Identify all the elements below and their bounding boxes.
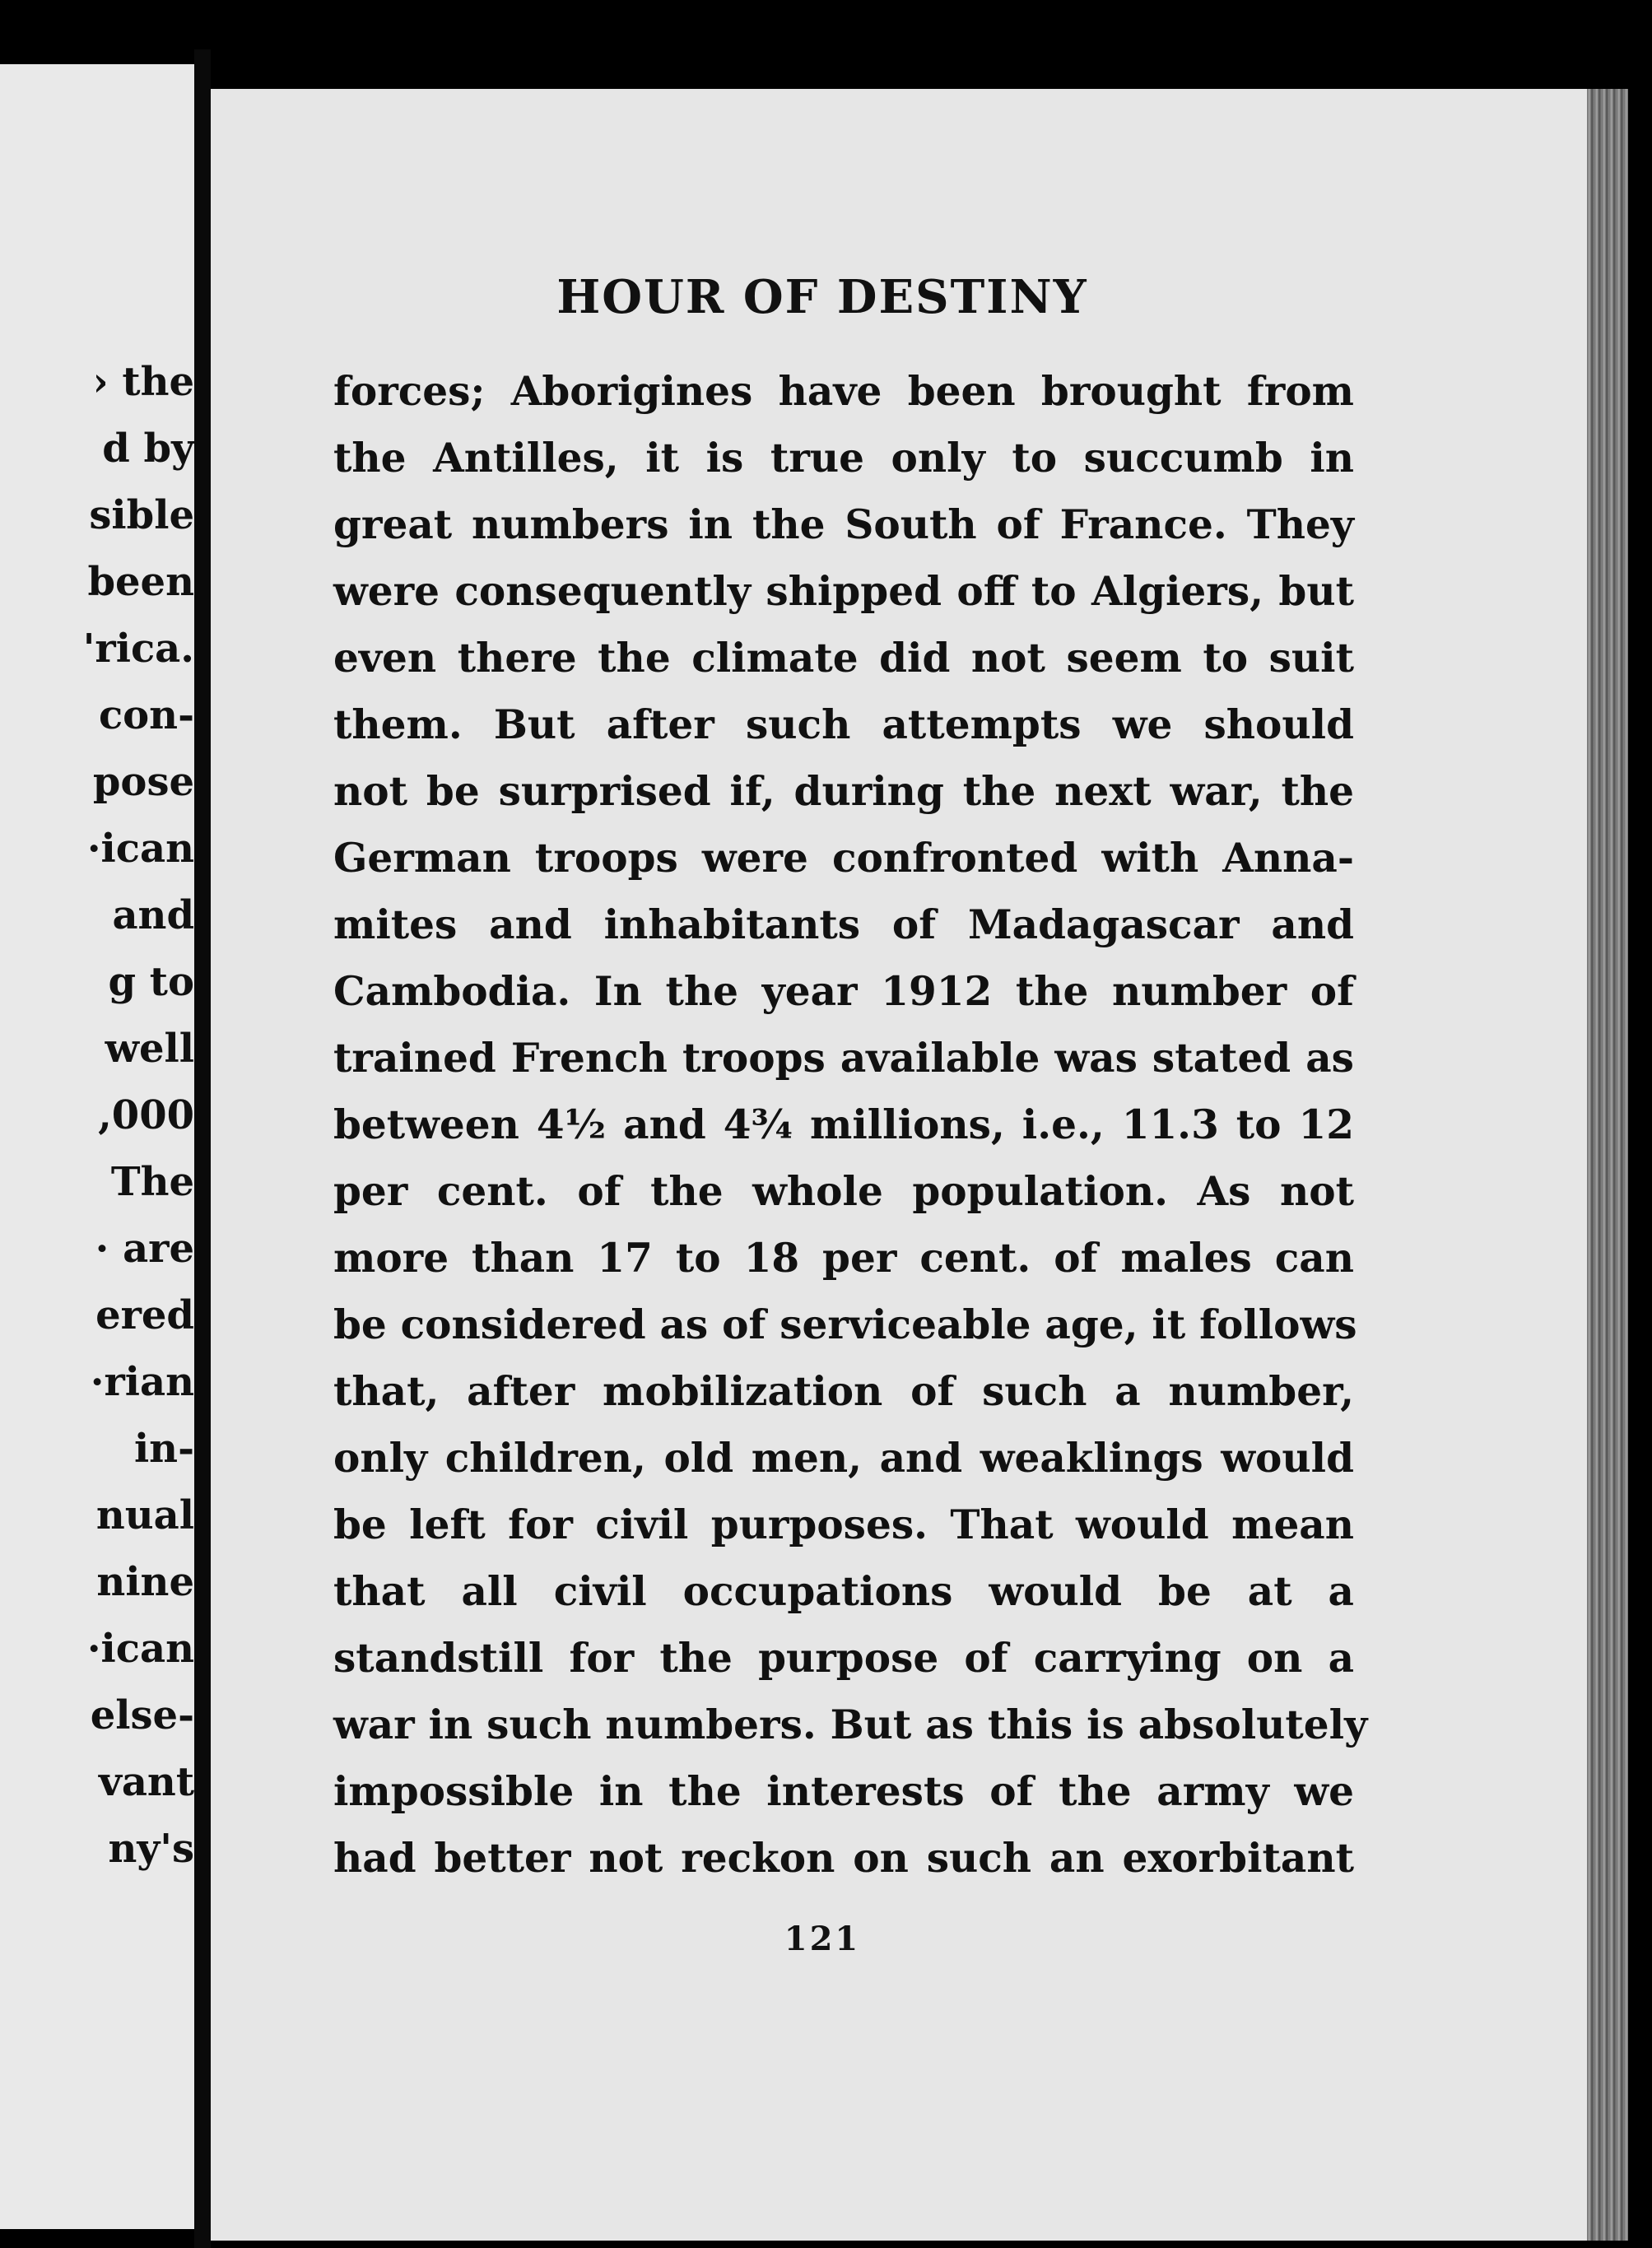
body-line-4: were consequently shipped off to Algiers, but [333, 568, 1354, 615]
page-edge-shadow [1587, 89, 1628, 2241]
left-line-17: in- [133, 1426, 194, 1472]
left-line-11: well [105, 1026, 194, 1072]
left-line-2: d by [102, 426, 194, 472]
body-line-23: had better not reckon on such an exorbitant [333, 1835, 1354, 1882]
left-line-9: and [112, 892, 194, 938]
body-line-11: trained French troops available was stated as [333, 1035, 1354, 1082]
left-line-5: 'rica. [82, 626, 194, 672]
left-line-6: con- [98, 692, 194, 738]
body-line-7: not be surprised if, during the next war, the [333, 768, 1354, 815]
left-line-4: been [87, 559, 194, 605]
left-line-14: · are [95, 1226, 194, 1272]
body-line-19: that all civil occupations would be at a [333, 1568, 1354, 1615]
left-line-19: nine [96, 1559, 194, 1605]
left-line-8: ·ican [86, 826, 194, 872]
body-line-12: between 4½ and 4¾ millions, i.e., 11.3 to 12 [333, 1101, 1354, 1148]
body-line-5: even there the climate did not seem to suit [333, 635, 1354, 682]
left-line-3: sible [89, 492, 194, 538]
body-line-16: that, after mobilization of such a number, [333, 1368, 1354, 1415]
body-line-17: only children, old men, and weaklings would [333, 1435, 1354, 1482]
body-line-10: Cambodia. In the year 1912 the number of [333, 968, 1354, 1015]
running-head: HOUR OF DESTINY [556, 270, 1088, 324]
body-line-22: impossible in the interests of the army we [333, 1768, 1354, 1815]
left-line-22: vant [98, 1759, 194, 1805]
body-line-15: be considered as of serviceable age, it follows [333, 1301, 1357, 1348]
left-line-18: nual [95, 1492, 194, 1538]
left-line-15: ered [95, 1292, 194, 1338]
body-line-20: standstill for the purpose of carrying on a [333, 1635, 1354, 1682]
body-line-21: war in such numbers. But as this is absolutely [333, 1701, 1368, 1748]
body-line-14: more than 17 to 18 per cent. of males can [333, 1235, 1354, 1282]
body-line-18: be left for civil purposes. That would mean [333, 1501, 1354, 1548]
left-line-10: g to [108, 959, 194, 1005]
left-line-23: ny's [108, 1826, 194, 1872]
body-line-1: forces; Aborigines have been brought from [333, 368, 1354, 415]
body-line-8: German troops were confronted with Anna- [333, 835, 1354, 882]
body-line-2: the Antilles, it is true only to succumb in [333, 435, 1354, 482]
left-line-21: else- [90, 1692, 194, 1738]
left-line-13: The [110, 1159, 194, 1205]
left-line-1: › the [92, 359, 194, 405]
body-line-6: them. But after such attempts we should [333, 701, 1354, 748]
left-page [0, 64, 194, 2229]
left-line-16: ·rian [90, 1359, 194, 1405]
book-gutter [194, 49, 211, 2248]
page-number: 121 [784, 1920, 861, 1958]
body-line-9: mites and inhabitants of Madagascar and [333, 901, 1354, 948]
left-line-20: ·ican [86, 1626, 194, 1672]
right-page [211, 89, 1628, 2241]
left-line-12: ,000 [98, 1092, 194, 1138]
body-line-13: per cent. of the whole population. As not [333, 1168, 1354, 1215]
body-line-3: great numbers in the South of France. They [333, 501, 1354, 548]
left-line-7: pose [92, 759, 194, 805]
